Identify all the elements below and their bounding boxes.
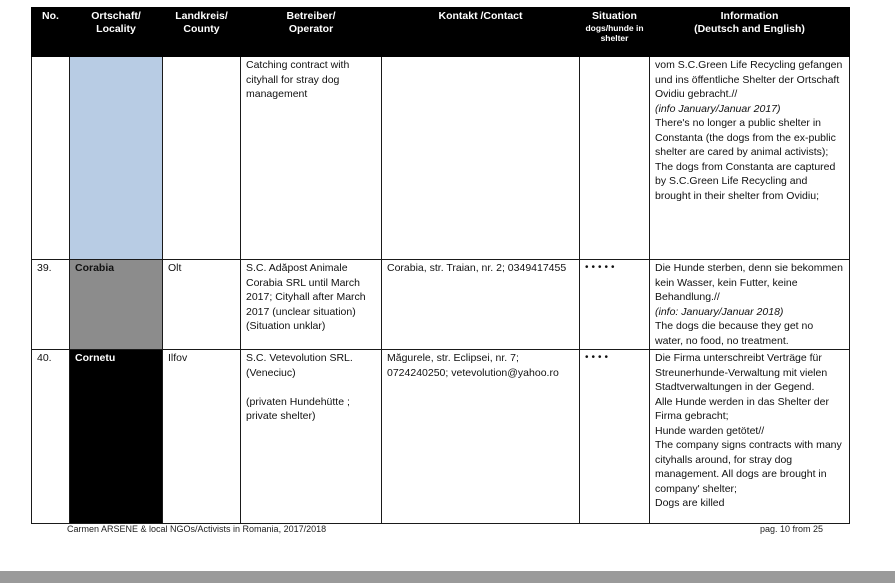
- operator-cell: S.C. Adăpost Animale Corabia SRL until March 2017; Cityhall after March 2017 (unclear situation) (Situation unklar): [241, 260, 382, 350]
- locality-cell: [70, 57, 163, 260]
- info-paragraph: Dogs are killed: [655, 497, 725, 509]
- header-county: Landkreis/ County: [163, 8, 241, 57]
- info-paragraph: Die Firma unterschreibt Verträge für Streunerhunde-Verwaltung mit vielen Stadtverwaltungen in der Gegend.: [655, 352, 828, 393]
- table-row: [32, 57, 850, 260]
- table-row: [32, 350, 850, 524]
- footer-author: Carmen ARSENE & local NGOs/Activists in Romania, 2017/2018: [67, 524, 327, 534]
- info-paragraph: The company signs contracts with many cityhalls around, for stray dog management. All dogs are brought in company' shelter;: [655, 439, 842, 495]
- county-cell: Ilfov: [163, 350, 241, 524]
- info-paragraph: Hunde warden getötet//: [655, 424, 765, 437]
- locality-cell: Cornetu: [70, 350, 163, 524]
- locality-cell: Corabia: [70, 260, 163, 350]
- shelter-table: [31, 7, 850, 524]
- bottom-bar: [0, 571, 895, 583]
- county-cell: [163, 57, 241, 260]
- operator-cell: Catching contract with cityhall for stray dog management: [241, 57, 382, 260]
- info-paragraph: Die Hunde sterben, denn sie bekommen kein Wasser, kein Futter, keine Behandlung.//: [655, 262, 843, 303]
- header-contact: Kontakt /Contact: [382, 8, 580, 57]
- information-cell: [650, 57, 850, 260]
- contact-cell: [382, 57, 580, 260]
- county-cell: Olt: [163, 260, 241, 350]
- info-paragraph: There's no longer a public shelter in Constanta (the dogs from the ex-public shelter are cared by animal activists);: [655, 117, 836, 158]
- information-cell: [650, 350, 850, 524]
- info-paragraph: Alle Hunde werden in das Shelter der Firma gebracht;: [655, 395, 829, 422]
- situation-rating: ••••: [580, 350, 650, 524]
- situation-rating: •••••: [580, 260, 650, 350]
- header-no: No.: [32, 8, 70, 57]
- situation-rating: [580, 57, 650, 260]
- table-header: [32, 8, 850, 57]
- information-cell: [650, 260, 850, 350]
- page-number: pag. 10 from 25: [760, 524, 824, 534]
- info-paragraph: The dogs die because they get no water, no food, no treatment.: [655, 320, 814, 347]
- contact-cell: Măgurele, str. Eclipsei, nr. 7; 0724240250; vetevolution@yahoo.ro: [382, 350, 580, 524]
- header-situation: Situation dogs/hunde in shelter: [580, 8, 650, 57]
- info-paragraph: The dogs from Constanta are captured by S.C.Green Life Recycling and brought in their shelter from Ovidiu;: [655, 160, 836, 202]
- header-information: Information (Deutsch and English): [650, 8, 850, 57]
- row-number: 40.: [32, 350, 70, 524]
- info-paragraph: (info: January/Januar 2018): [655, 305, 784, 318]
- contact-cell: Corabia, str. Traian, nr. 2; 0349417455: [382, 260, 580, 350]
- info-paragraph: (info January/Januar 2017): [655, 102, 781, 115]
- row-number: 39.: [32, 260, 70, 350]
- row-number: [32, 57, 70, 260]
- info-paragraph: vom S.C.Green Life Recycling gefangen und ins öffentliche Shelter der Ortschaft Ovidiu gebracht.//: [655, 59, 843, 100]
- header-locality: Ortschaft/ Locality: [70, 8, 163, 57]
- header-operator: Betreiber/ Operator: [241, 8, 382, 57]
- operator-cell: S.C. Vetevolution SRL. (Veneciuc) (privaten Hundehütte ; private shelter): [241, 350, 382, 524]
- table-row: [32, 260, 850, 350]
